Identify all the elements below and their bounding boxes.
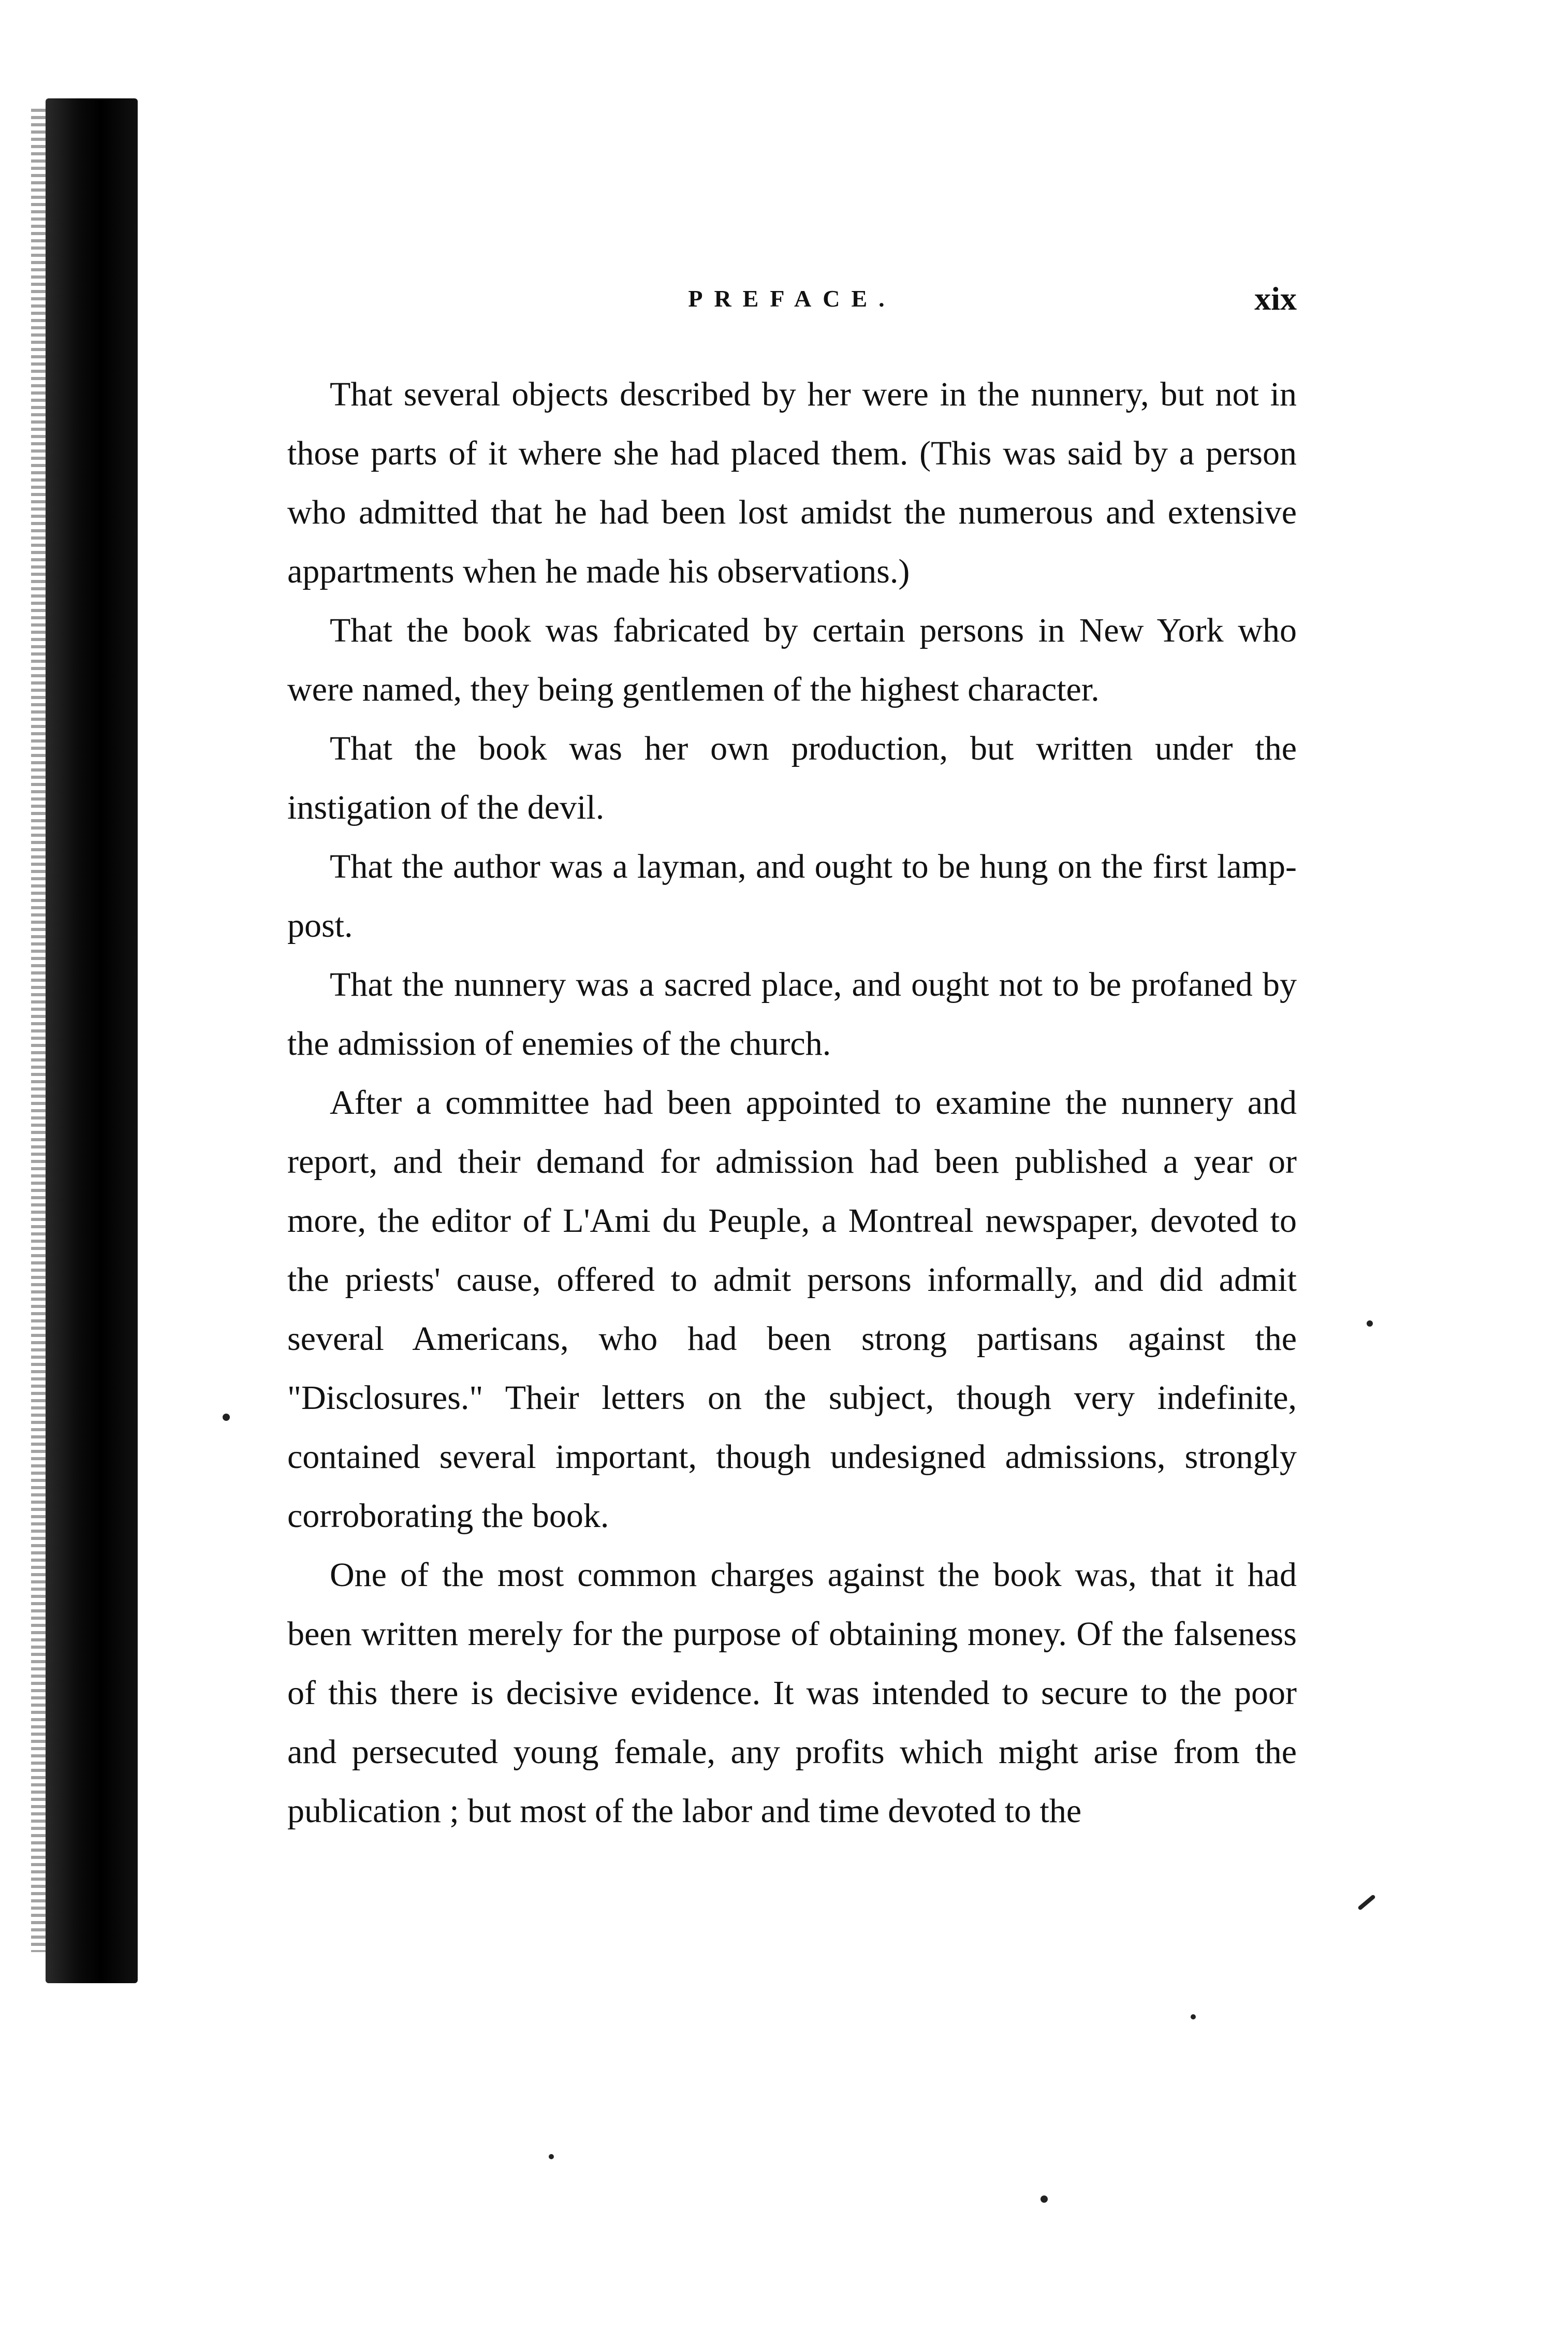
paragraph: That several objects described by her were in the nunnery, but not in those parts of it where she had placed them. (This was said by a person who admitted that he had been lost amidst the numerous and extensive appartments when he made his observations.) [287, 375, 1297, 590]
body-text [287, 365, 1297, 1841]
book-spine-shadow [46, 98, 138, 1983]
paragraph: After a committee had been appointed to examine the nunnery and report, and their demand for admission had been published a year or more, the editor of L'Ami du Peuple, a Montreal newspaper, devoted to the priests' cause, offered to admit persons informally, and did admit several Americans, who had been strong partisans against the "Disclosures." Their letters on the subject, though very indefinite, contained several important, though undesigned admissions, strongly corroborating the book. [287, 1084, 1297, 1535]
ink-speck [1041, 2195, 1048, 2203]
paragraph: That the nunnery was a sacred place, and ought not to be profaned by the admission of enemies of the church. [287, 966, 1297, 1063]
page-number: xix [1254, 280, 1297, 317]
paragraph: That the book was fabricated by certain persons in New York who were named, they being gentlemen of the highest character. [287, 612, 1297, 708]
ink-speck [549, 2154, 554, 2159]
page-header [287, 269, 1297, 317]
book-page [287, 269, 1297, 1841]
ink-speck [1357, 1894, 1376, 1911]
ink-speck [1367, 1320, 1373, 1327]
running-title: PREFACE. [688, 285, 896, 312]
paragraph: That the book was her own production, but written under the instigation of the devil. [287, 730, 1297, 826]
ink-speck [223, 1414, 230, 1421]
paragraph: That the author was a layman, and ought to be hung on the first lamp-post. [287, 848, 1297, 944]
paragraph: One of the most common charges against the book was, that it had been written merely for the purpose of obtaining money. Of the falseness of this there is decisive evidence. It was intended to secure to the poor and persecuted young female, any profits which might arise from the publication ; but most of the labor and time devoted to the [287, 1556, 1297, 1830]
ink-speck [1191, 2014, 1196, 2019]
